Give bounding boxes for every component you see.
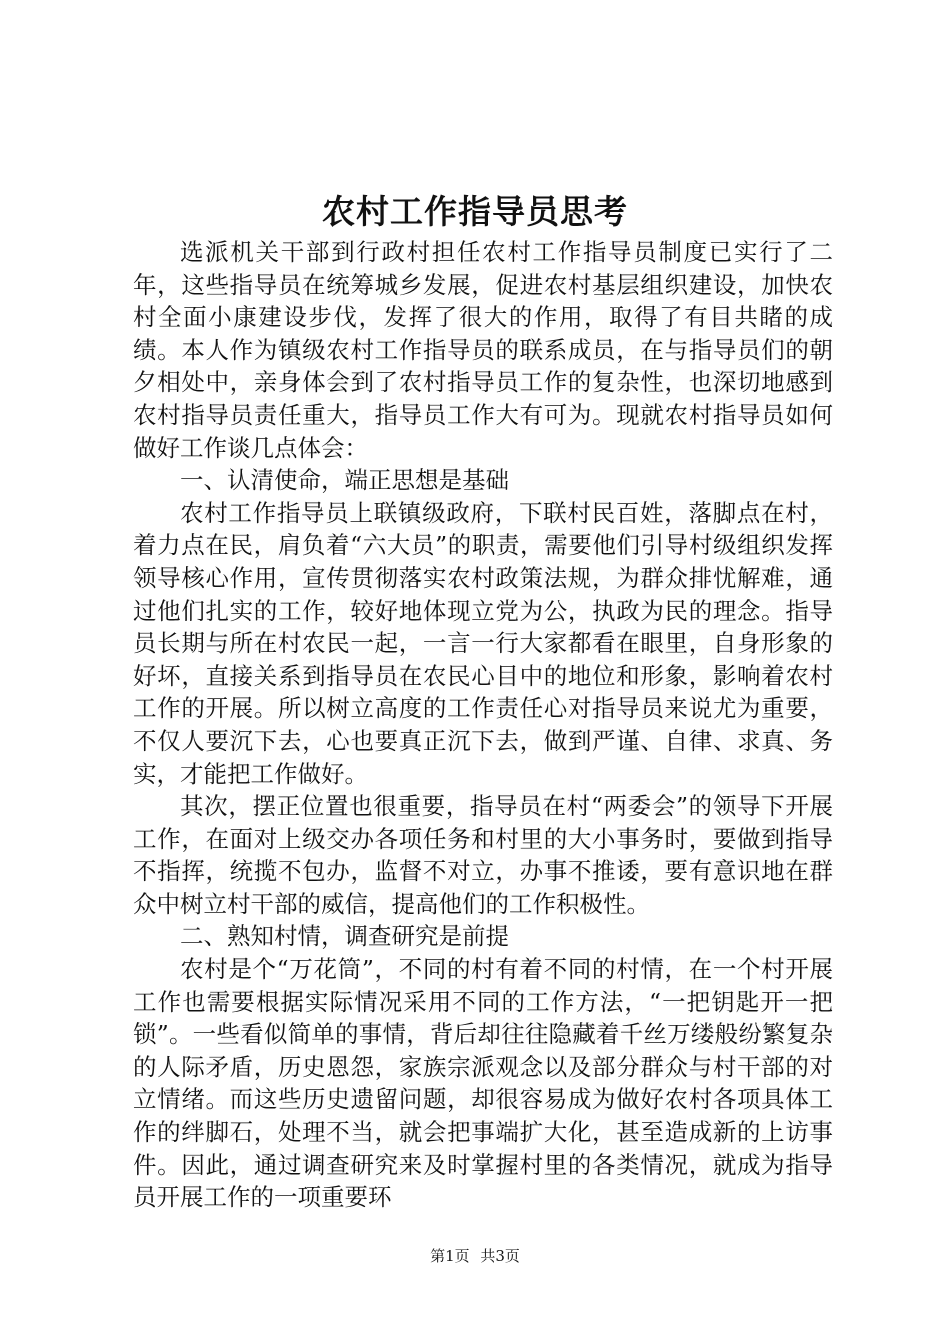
section-heading-2: 二、熟知村情，调查研究是前提 — [180, 922, 509, 951]
paragraph-section-1: 农村工作指导员上联镇级政府，下联村民百姓，落脚点在村，着力点在民，肩负着“六大员”的职责，需要他们引导村级组织发挥领导核心作用，宣传贯彻落实农村政策法规，为群众排忧解难，通过他们扎实的工作，较好地体现立党为公，执政为民的理念。指导员长期与所在村农民一起，一言一行大家都看在眼里，自身形象的好坏，直接关系到指导员在农民心目中的地位和形象，影响着农村工作的开展。所以树立高度的工作责任心对指导员来说尤为重要，不仅人要沉下去，心也要真正沉下去，做到严谨、自律、求真、务实，才能把工作做好。 — [133, 498, 833, 788]
page-footer — [0, 1245, 950, 1266]
paragraph-section-1-second: 其次，摆正位置也很重要，指导员在村“两委会”的领导下开展工作，在面对上级交办各项任务和村里的大小事务时，要做到指导不指挥，统揽不包办，监督不对立，办事不推诿，要有意识地在群众中树立村干部的威信，提高他们的工作积极性。 — [133, 792, 833, 918]
paragraph-section-2: 农村是个“万花筒”，不同的村有着不同的村情，在一个村开展工作也需要根据实际情况采用不同的工作方法，“一把钥匙开一把锁”。一些看似简单的事情，背后却往往隐藏着千丝万缕般纷繁复杂的人际矛盾，历史恩怨，家族宗派观念以及部分群众与村干部的对立情绪。而这些历史遗留问题，却很容易成为做好农村各项具体工作的绊脚石，处理不当，就会把事端扩大化，甚至造成新的上访事件。因此，通过调查研究来及时掌握村里的各类情况，就成为指导员开展工作的一项重要环 — [133, 955, 833, 1212]
document-body — [133, 236, 833, 1214]
section-heading-1: 一、认清使命，端正思想是基础 — [180, 466, 509, 495]
page-total: 共3页 — [480, 1247, 520, 1265]
document-title: 农村工作指导员思考 — [322, 192, 628, 231]
paragraph-intro: 选派机关干部到行政村担任农村工作指导员制度已实行了二年，这些指导员在统筹城乡发展，促进农村基层组织建设，加快农村全面小康建设步伐，发挥了很大的作用，取得了有目共睹的成绩。本人作为镇级农村工作指导员的联系成员，在与指导员们的朝夕相处中，亲身体会到了农村指导员工作的复杂性，也深切地感到农村指导员责任重大，指导员工作大有可为。现就农村指导员如何做好工作谈几点体会： — [133, 238, 833, 462]
page-number: 第1页 — [430, 1247, 470, 1265]
